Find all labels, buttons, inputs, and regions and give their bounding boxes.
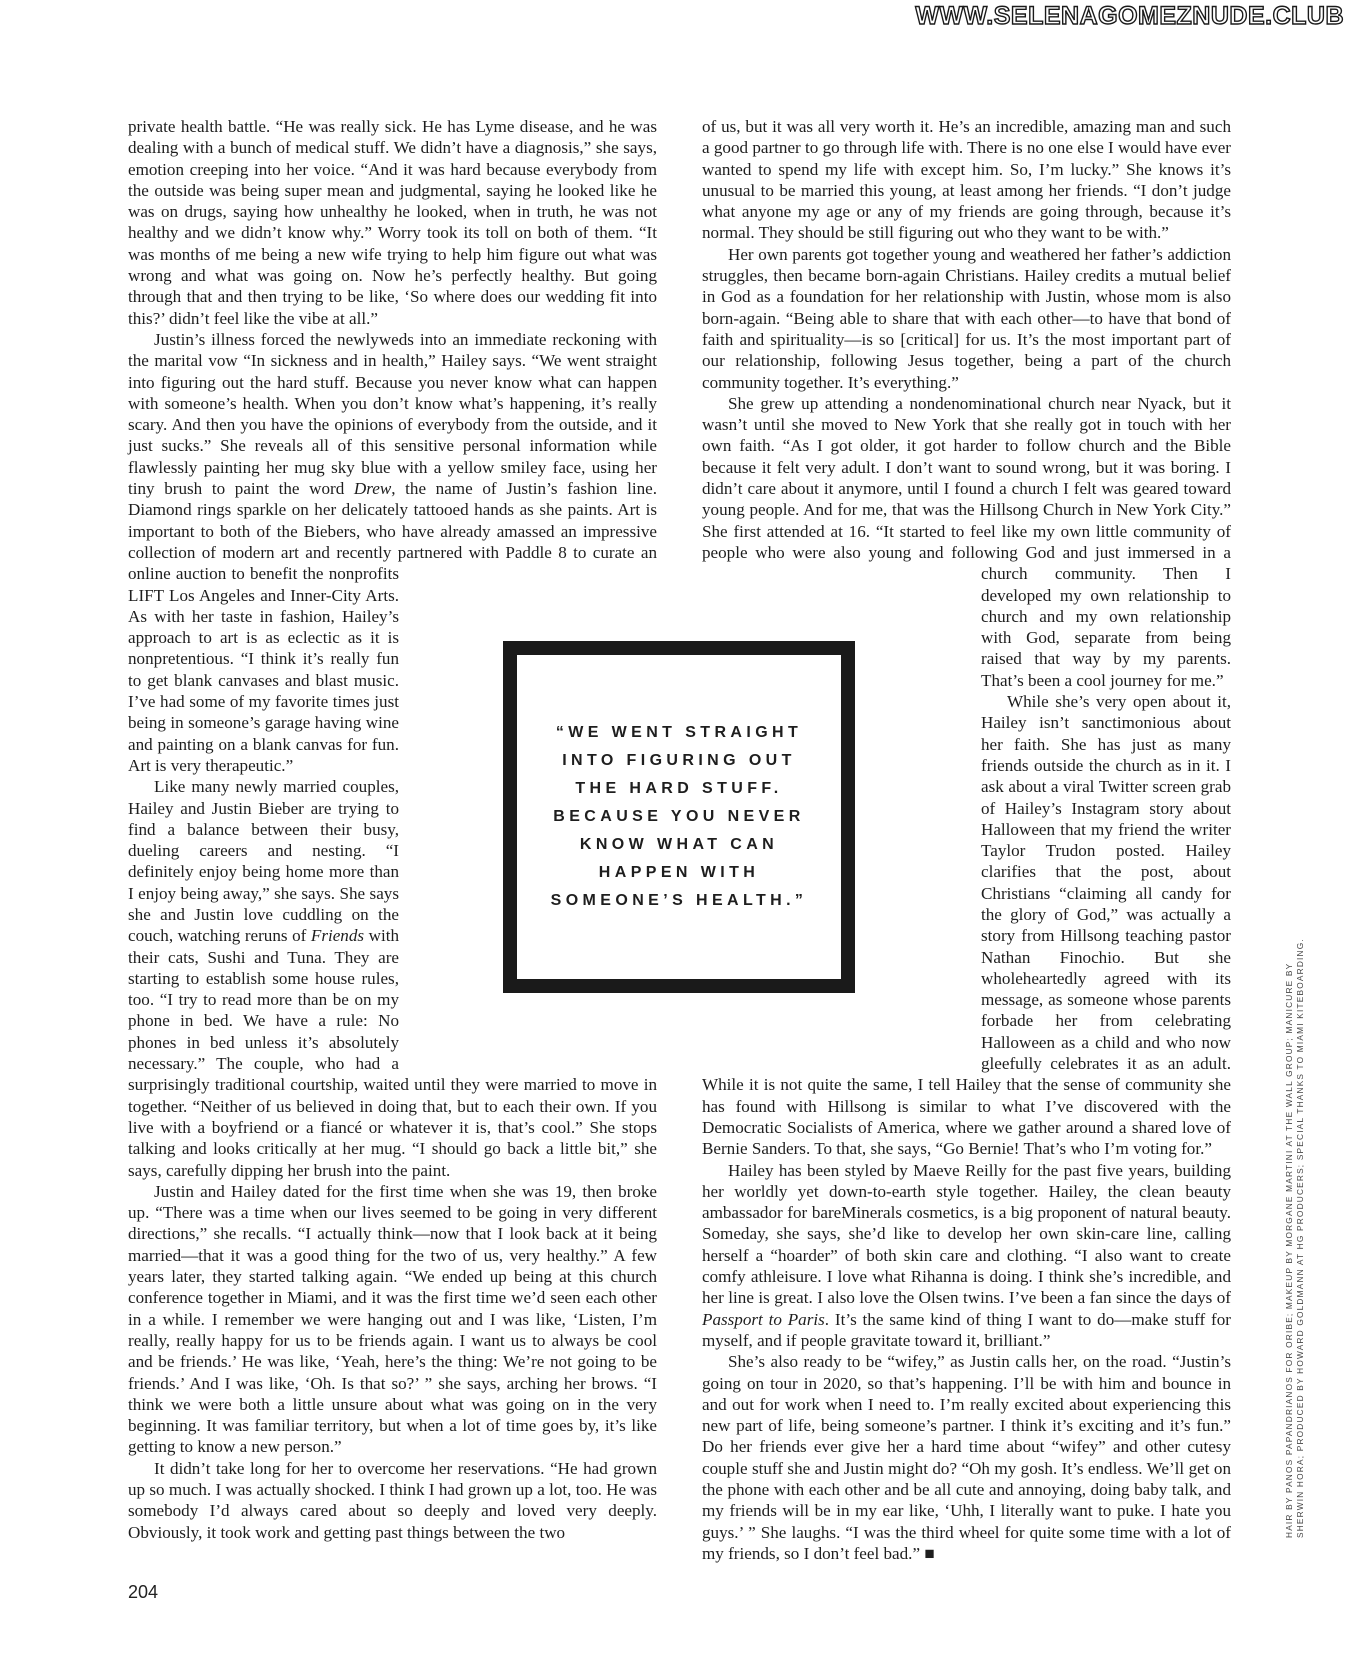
end-mark-icon: ■ xyxy=(924,1543,935,1563)
credits-line: SHERWIN HORA; PRODUCED BY HOWARD GOLDMANN AT HG PRODUCERS; SPECIAL THANKS TO MIAMI KITEBOARDING. xyxy=(1295,938,1305,1538)
paragraph: Justin’s illness forced the newlyweds into an immediate reckoning with the marital vow “In sickness and in health,” Hailey says. “We went straight into figuring out the hard stuff. Because you never know what can happen with someone’s health. When you don’t know what’s happening, it’s really scary. And then you have the opinions of everybody from the outside, and it just sucks.” She reveals all of this sensitive personal information while flawlessly painting her mug sky blue with a yellow smiley face, using her tiny brush to paint the word Drew, the name of Justin’s fashion line. Diamond rings sparkle on her delicately tattooed hands as she paints. Art is important to both of the Biebers, who have already amassed an impressive collection of modern art and recently partnered with Paddle 8 to curate an online auction to benefit the nonprofits LIFT Los Angeles and Inner-City Arts. As with her taste in fashion, Hailey’s approach to art is as eclectic as it is nonpretentious. “I think it’s really fun to get blank canvases and blast music. I’ve had some of my favorite times just being in someone’s garage having wine and painting on a blank canvas for fun. Art is very therapeutic.” xyxy=(128,329,657,775)
credits-line: HAIR BY PANOS PAPANDRIANOS FOR ORIBE; MAKEUP BY MORGANE MARTINI AT THE WALL GROUP; MANICURE BY xyxy=(1284,962,1294,1538)
watermark: WWW.SELENAGOMEZNUDE.CLUB xyxy=(915,2,1344,30)
paragraph: of us, but it was all very worth it. He’s an incredible, amazing man and such a good partner to go through life with. There is no one else I would have ever wanted to spend my life with except him. So, I’m lucky.” She knows it’s unusual to be married this young, at least among her friends. “I don’t judge what anyone my age or any of my friends are going through, because it’s normal. They should be still figuring out who they want to be with.” xyxy=(702,117,1231,243)
paragraph: She grew up attending a nondenominational church near Nyack, but it wasn’t until she moved to New York that she really got in touch with her own faith. “As I got older, it got harder to follow church and the Bible because it felt very adult. I don’t want to sound wrong, but it was boring. I didn’t care about it anymore, until I found a church I felt was geared toward young people. And for me, that was the Hillsong Church in New York City.” She first attended at 16. “It started to feel like my own little community of people who were also young and following God and just immersed in a church community. Then I developed my own relationship to church and my own relationship with God, separate from being raised that way by my parents. That’s been a cool journey for me.” xyxy=(702,393,1231,690)
paragraph: Like many newly married couples, Hailey and Justin Bieber are trying to find a balance between their busy, dueling careers and nesting. “I definitely enjoy being home more than I enjoy being away,” she says. She says she and Justin love cuddling on the couch, watching reruns of Friends with their cats, Sushi and Tuna. They are starting to establish some house rules, too. “I try to read more than be on my phone in bed. We have a rule: No phones in bed unless it’s absolutely necessary.” The couple, who had a surprisingly traditional courtship, waited until they were married to move in together. “Neither of us believed in doing that, but to each their own. If you live with a boyfriend or a fiancé or whatever it is, that’s cool.” She stops talking and looks critically at her mug. “I should go back a little bit,” she says, carefully dipping her brush into the paint. xyxy=(128,777,657,1180)
paragraph: Her own parents got together young and weathered her father’s addiction struggles, then became born-again Christians. Hailey credits a mutual belief in God as a foundation for her relationship with Justin, whose mom is also born-again. “Being able to share that with each other—to have that bond of faith and spirituality—is so [critical] for us. It’s the most important part of our relationship, following Jesus together, being a part of the church community together. It’s everything.” xyxy=(702,244,1231,392)
pull-quote-box xyxy=(503,641,855,993)
paragraph: She’s also ready to be “wifey,” as Justin calls her, on the road. “Justin’s going on tour in 2020, so that’s happening. I’ll be with him and bounce in and out for work when I need to. I’m really excited about experiencing this new part of life, being someone’s partner. I think it’s exciting and it’s fun.” Do her friends ever give her a hard time about “wifey” and other cutesy couple stuff she and Justin might do? “Oh my gosh. It’s endless. We’ll get on the phone with each other and be all cute and annoying, doing baby talk, and my friends will be in my ear like, ‘Uhh, I literally want to puke. I hate you guys.’ ” She laughs. “I was the third wheel for quite some time with a lot of my friends, so I don’t feel bad.” ■ xyxy=(702,1352,1231,1563)
paragraph: While she’s very open about it, Hailey isn’t sanctimonious about her faith. She has just as many friends outside the church as in it. I ask about a viral Twitter screen grab of Hailey’s Instagram story about Halloween that my friend the writer Taylor Trudon posted. Hailey clarifies that the post, about Christians “claiming all candy for the glory of God,” was actually a story from Hillsong teaching pastor Nathan Finochio. But she wholeheartedly agreed with its message, as someone whose parents forbade her from celebrating Halloween as a child and who now gleefully celebrates it as an adult. While it is not quite the same, I tell Hailey that the sense of community she has found with Hillsong is similar to what I’ve discovered with the Democratic Socialists of America, where we gather around a shared love of Bernie Sanders. To that, she says, “Go Bernie! That’s who I’m voting for.” xyxy=(702,692,1231,1159)
paragraph: Hailey has been styled by Maeve Reilly for the past five years, building her worldly yet down-to-earth style together. Hailey, the clean beauty ambassador for bareMinerals cosmetics, is a big proponent of natural beauty. Someday, she says, she’d like to develop her own skin-care line, calling herself a “hoarder” of both skin care and clothing. “I also want to create comfy athleisure. I love what Rihanna is doing. I think she’s incredible, and her line is great. I also love the Olsen twins. I’ve been a fan since the days of Passport to Paris. It’s the same kind of thing I want to do—make stuff for myself, and if people gravitate toward it, brilliant.” xyxy=(702,1160,1231,1350)
pull-quote-text: “WE WENT STRAIGHT INTO FIGURING OUT THE HARD STUFF. BECAUSE YOU NEVER KNOW WHAT CAN HAPPEN WITH SOMEONE’S HEALTH.” xyxy=(550,724,808,909)
paragraph: private health battle. “He was really sick. He has Lyme disease, and he was dealing with a bunch of medical stuff. We didn’t have a diagnosis,” she says, emotion creeping into her voice. “And it was hard because everybody from the outside was being super mean and judgmental, saying he looked like he was on drugs, saying how unhealthy he looked, when in truth, he was not healthy and we didn’t know why.” Worry took its toll on both of them. “It was months of me being a new wife trying to help him figure out what was wrong and what was going on. Now he’s perfectly healthy. But going through that and then trying to be like, ‘So where does our wedding fit into this?’ didn’t feel like the vibe at all.” xyxy=(128,117,657,328)
photo-credits xyxy=(1284,878,1306,1538)
page-number: 204 xyxy=(128,1582,159,1602)
paragraph: It didn’t take long for her to overcome her reservations. “He had grown up so much. I was actually shocked. I think I had grown up a lot, too. He was somebody I’d always cared about so deeply and loved very deeply. Obviously, it took work and getting past things between the two xyxy=(128,1458,657,1542)
paragraph: Justin and Hailey dated for the first time when she was 19, then broke up. “There was a time when our lives seemed to be going in very different directions,” she recalls. “I actually think—now that I look back at it being married—that it was a good thing for the two of us, very healthy.” A few years later, they started talking again. “We ended up being at this church conference together in Miami, and it was the first time we’d seen each other in a while. I remember we were hanging out and I was like, ‘Listen, I’m really, really happy for us to be friends again. I want us to always be cool and be friends.’ He was like, ‘Yeah, here’s the thing: We’re not going to be friends.’ And I was like, ‘Oh. Is that so?’ ” she says, arching her brows. “I think we were both a little unsure about what was going on in the very beginning. It was familiar territory, but when a lot of time goes by, it’s like getting to know a new person.” xyxy=(128,1181,657,1457)
